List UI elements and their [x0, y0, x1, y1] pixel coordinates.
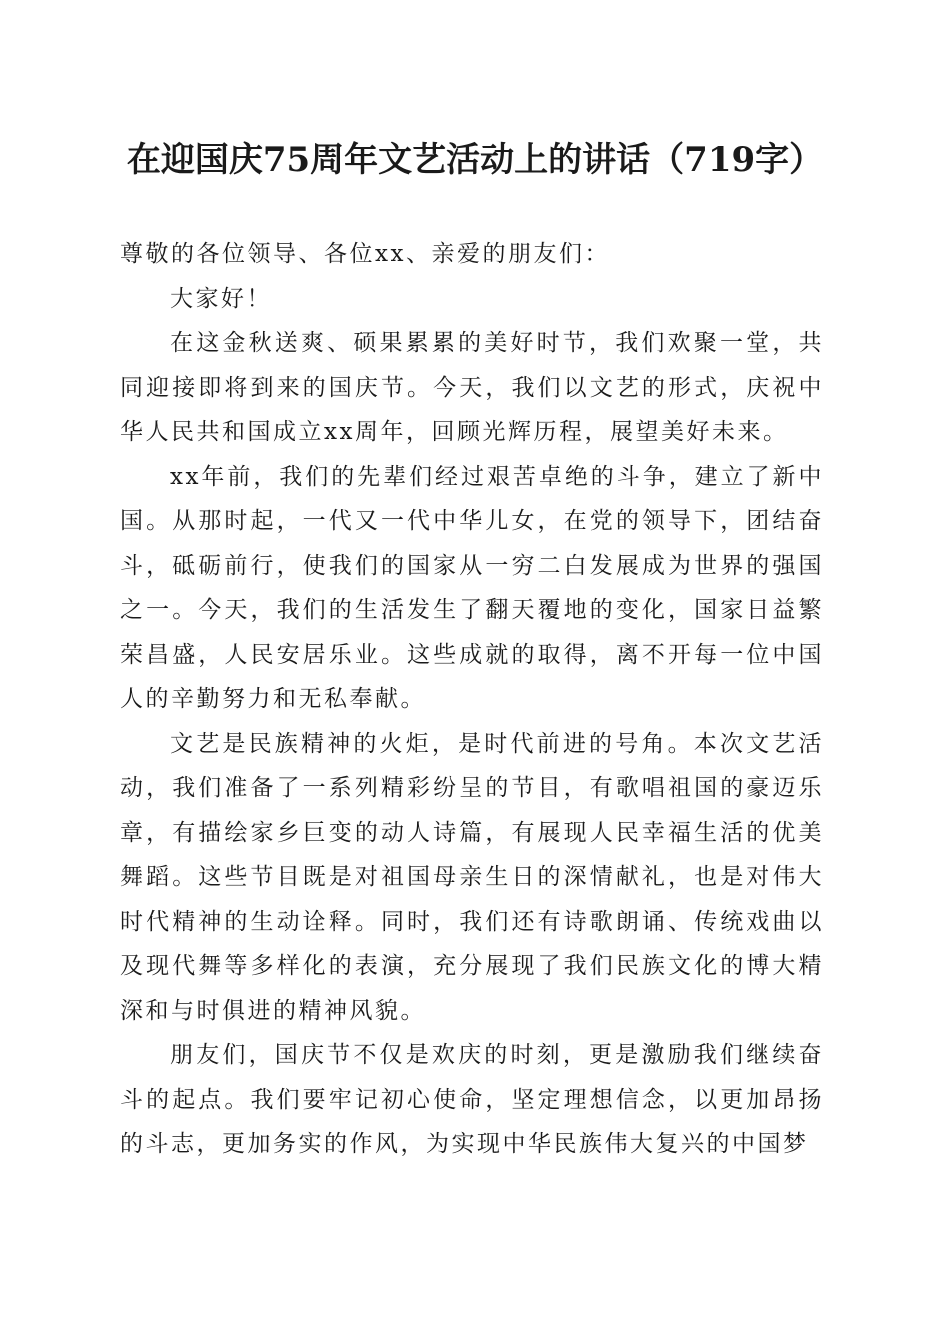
- body-paragraph-4: 朋友们，国庆节不仅是欢庆的时刻，更是激励我们继续奋斗的起点。我们要牢记初心使命，坚定理想信念，以更加昂扬的斗志，更加务实的作风，为实现中华民族伟大复兴的中国梦: [120, 1042, 824, 1157]
- greeting-paragraph: 大家好！: [170, 285, 272, 312]
- body-paragraph-1: 在这金秋送爽、硕果累累的美好时节，我们欢聚一堂，共同迎接即将到来的国庆节。今天，我们以文艺的形式，庆祝中华人民共和国成立xx周年，回顾光辉历程，展望美好未来。: [120, 330, 824, 445]
- body-paragraph-3: 文艺是民族精神的火炬，是时代前进的号角。本次文艺活动，我们准备了一系列精彩纷呈的节目，有歌唱祖国的豪迈乐章，有描绘家乡巨变的动人诗篇，有展现人民幸福生活的优美舞蹈。这些节目既是对祖国母亲生日的深情献礼，也是对伟大时代精神的生动诠释。同时，我们还有诗歌朗诵、传统戏曲以及现代舞等多样化的表演，充分展现了我们民族文化的博大精深和与时俱进的精神风貌。: [120, 730, 824, 1024]
- document-body: [120, 232, 824, 1167]
- salutation-paragraph: 尊敬的各位领导、各位xx、亲爱的朋友们：: [120, 241, 610, 267]
- document-title: 在迎国庆75周年文艺活动上的讲话（719字）: [126, 140, 824, 180]
- body-paragraph-2: xx年前，我们的先辈们经过艰苦卓绝的斗争，建立了新中国。从那时起，一代又一代中华儿女，在党的领导下，团结奋斗，砥砺前行，使我们的国家从一穷二白发展成为世界的强国之一。今天，我们的生活发生了翻天覆地的变化，国家日益繁荣昌盛，人民安居乐业。这些成就的取得，离不开每一位中国人的辛勤努力和无私奉献。: [120, 463, 824, 712]
